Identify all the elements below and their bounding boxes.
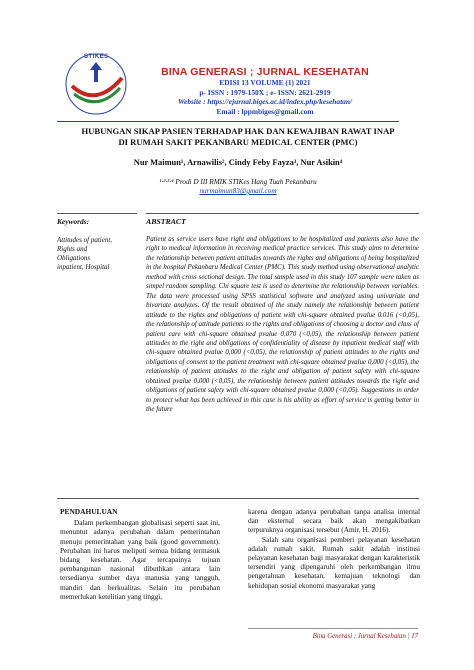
- affiliation: [60, 178, 416, 196]
- body-column-right: [248, 507, 420, 590]
- stikes-logo: [60, 48, 132, 120]
- author-list: Nur Maimun¹, Arnawilis², Cindy Feby Fayza³, Nur Asikin⁴: [133, 158, 343, 167]
- abstract-heading: ABSTRACT: [146, 217, 186, 226]
- keyword-line: inpatient, Hospital: [57, 263, 110, 271]
- journal-edition: EDISI 13 VOLUME (1) 2021: [219, 78, 311, 87]
- keyword-line: Rights and: [57, 245, 88, 253]
- header-divider: [57, 121, 399, 122]
- affiliation-line: ¹·²·³·⁴ Prodi D III RMIK STIKes Hang Tuah Pekanbaru: [159, 178, 317, 186]
- keyword-line: Attitudes of patient,: [57, 236, 113, 244]
- title-line-2: DI RUMAH SAKIT PEKANBARU MEDICAL CENTER (PMC): [118, 136, 358, 147]
- journal-email[interactable]: Email : lppmbiges@gmail.com: [216, 106, 314, 116]
- keyword-line: Obligations: [57, 254, 91, 262]
- footer-divider: [248, 628, 418, 629]
- logo-text: STIKES: [84, 54, 109, 60]
- keywords-heading: Keywords:: [57, 217, 90, 226]
- body-paragraph: karena dengan adanya perubahan tanpa analisa internal dan eksternal secara baik akan mengakibatkan terpuruknya organisasi tersebut (Amir, H. 2016).: [248, 507, 420, 535]
- title-line-1: HUBUNGAN SIKAP PASIEN TERHADAP HAK DAN KEWAJIBAN RAWAT INAP: [81, 126, 395, 136]
- page-footer: Bina Generasi ; Jurnal Kesehatan | 17: [312, 633, 418, 640]
- body-column-left: [60, 507, 220, 601]
- journal-website[interactable]: Website : https://ejurnal.biges.ac.id/index.php/kesehatan/: [178, 97, 352, 106]
- journal-issn: p- ISSN : 1979-150X ; e- ISSN: 2621-2919: [199, 87, 331, 97]
- page-number: 17: [411, 633, 418, 640]
- abstract-text: Patient as service users have right and obligations to be hospitalized and patients also have the right to medical information in receiving medical practice services. This study aims to determine the relationship between patient attitudes towards the rights and obligations of being hospitalized in the hospital Pekanbaru Medical Center (PMC). This study method using observational analytic method with cross sectional design. The total sample used in this study 107 sample were taken as simpel random sampling. Chi square test is used to determine the relationship between variables. The data were processed using SPSS statistical software and analyzed using univariate and bivariate analyzes. Of the result obtained of the study namely the relationship between patient attitude to the rights and obligations of patient with chi-square obtained pvalue 0.016 (<0,05), the relationship of attitude patients to the rights and obligations of choosing a doctor and class of patient care with chi-square obtained pvalue 0,070 (<0,05), the relationship between patient attitudes to the right and obligations of confidentiality of disease by inpatient medical staff with chi-square obtained pvalue 0,000 (<0,05), the relationship of patient attitudes to the rights and obligations of consent to the patient treatment with chi-square obtained pvalue 0,000 (<0,05), the relationship of patient attitudes to the right and obligation of patient safety with chi-square obtained pvalue 0,000 (<0,05), the relationship between patient attitudes towards the right and obligations of patient safety with chi-square obtained pvalue 0,000 (<0,05). Suggestions in order to protect what has been achieved in this case is his ability as effort of service is getting better in the future: [146, 235, 419, 414]
- keywords-divider: [57, 213, 137, 214]
- paper-title: [60, 126, 416, 147]
- journal-header: [135, 66, 395, 116]
- author-email[interactable]: nurmaimun83@gmail.com: [199, 187, 277, 195]
- abstract-divider: [146, 213, 419, 214]
- keywords-list: [57, 236, 137, 272]
- body-paragraph: Salah satu organisasi pemberi pelayanan kesehatan adalah rumah sakit. Rumah sakit adalah institusi pelayanan kesehatan bagi masyarakat dengan karakteristik tersendiri yang dipengaruhi oleh perkembangan ilmu pengetahuan kesehatan, kemajuan teknologi dan kehidupan sosial ekonomi masyarakat yang: [248, 534, 420, 590]
- footer-journal: Bina Generasi ; Jurnal Kesehatan: [312, 633, 406, 640]
- section-heading: PENDAHULUAN: [60, 507, 118, 516]
- abstract-bottom-divider: [57, 498, 419, 499]
- body-paragraph: Dalam perkembangan globalisasi seperti saat ini, menuntut adanya perubahan dalam pemerintahan menuju pemerintahan yang baik (good government). Perubahan ini harus meliputi semua bidang termasuk bidang kesehatan. Agar tercapainya tujuan pembangunan nasional dibuthkan antara lain tersedianya sumber daya manusia yang tangguh, mandiri dan berkualitas. Selain itu perubahan memerlukan ketelitian yang tinggi,: [60, 518, 220, 601]
- journal-name: BINA GENERASI ; JURNAL KESEHATAN: [161, 66, 369, 78]
